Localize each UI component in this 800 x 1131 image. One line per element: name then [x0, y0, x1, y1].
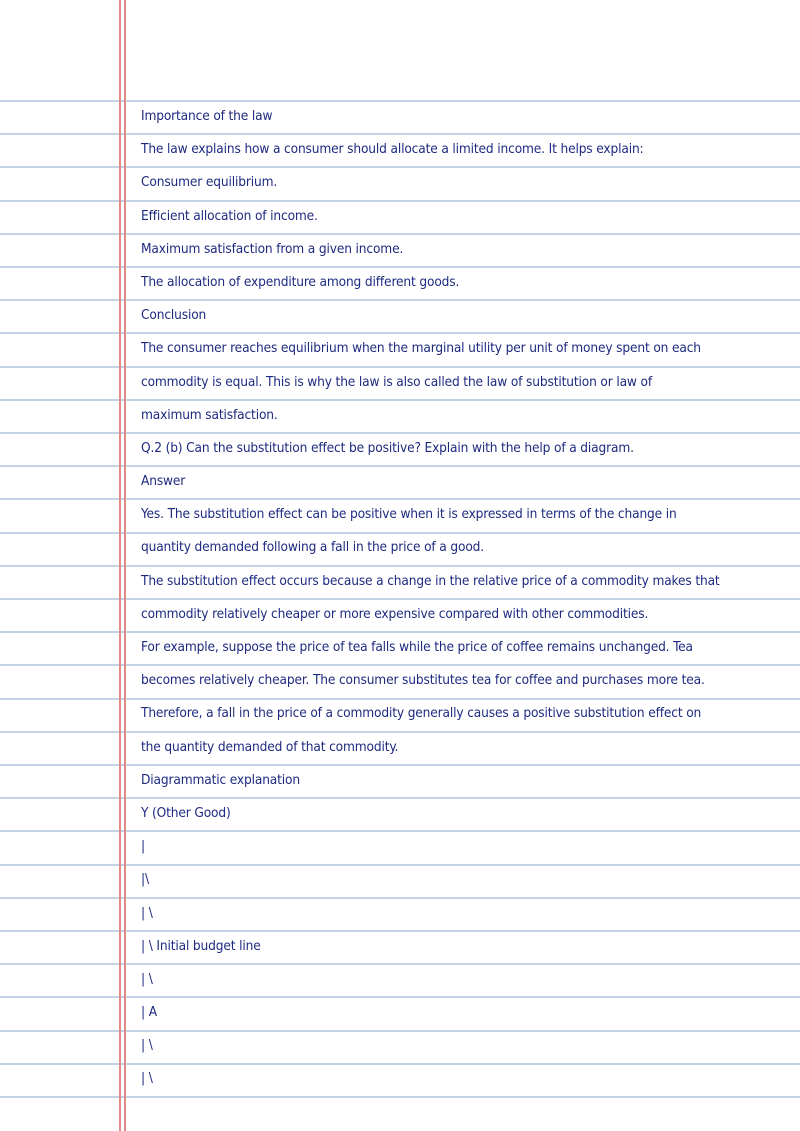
text-line: Conclusion	[141, 307, 207, 324]
text-line: |	[141, 838, 145, 855]
text-line: | \	[141, 1037, 153, 1054]
text-line: |\	[141, 871, 149, 888]
text-line: The allocation of expenditure among different goods.	[141, 273, 460, 290]
handwritten-text	[141, 100, 791, 1096]
text-line: The substitution effect occurs because a change in the relative price of a commodity makes that	[141, 572, 720, 589]
text-line: becomes relatively cheaper. The consumer substitutes tea for coffee and purchases more tea.	[141, 672, 705, 689]
text-line: Q.2 (b) Can the substitution effect be positive? Explain with the help of a diagram.	[141, 439, 634, 456]
text-line: commodity is equal. This is why the law is also called the law of substitution or law of	[141, 373, 653, 390]
text-line: the quantity demanded of that commodity.	[141, 738, 399, 755]
text-line: | \ Initial budget line	[141, 937, 261, 954]
text-line: quantity demanded following a fall in the price of a good.	[141, 539, 485, 556]
text-line: | \	[141, 970, 153, 987]
text-line: Diagrammatic explanation	[141, 771, 300, 788]
text-line: Yes. The substitution effect can be positive when it is expressed in terms of the change in	[141, 506, 677, 523]
text-line: The consumer reaches equilibrium when the marginal utility per unit of money spent on each	[141, 340, 701, 357]
text-line: Efficient allocation of income.	[141, 207, 318, 224]
text-line: Importance of the law	[141, 108, 273, 124]
text-line: Therefore, a fall in the price of a commodity generally causes a positive substitution effect on	[141, 705, 702, 722]
text-line: Consumer equilibrium.	[141, 174, 278, 191]
text-line: Maximum satisfaction from a given income.	[141, 240, 404, 257]
text-line: | A	[141, 1004, 157, 1021]
text-line: Answer	[141, 473, 186, 490]
margin-line	[124, 0, 126, 1131]
text-line: | \	[141, 904, 153, 921]
text-line: The law explains how a consumer should allocate a limited income. It helps explain:	[141, 141, 644, 158]
text-line: maximum satisfaction.	[141, 406, 278, 423]
text-line: Y (Other Good)	[141, 804, 231, 821]
margin-line	[119, 0, 121, 1131]
text-line: commodity relatively cheaper or more expensive compared with other commodities.	[141, 605, 649, 622]
text-line: | \	[141, 1070, 153, 1087]
text-line: For example, suppose the price of tea falls while the price of coffee remains unchanged. Tea	[141, 639, 693, 655]
